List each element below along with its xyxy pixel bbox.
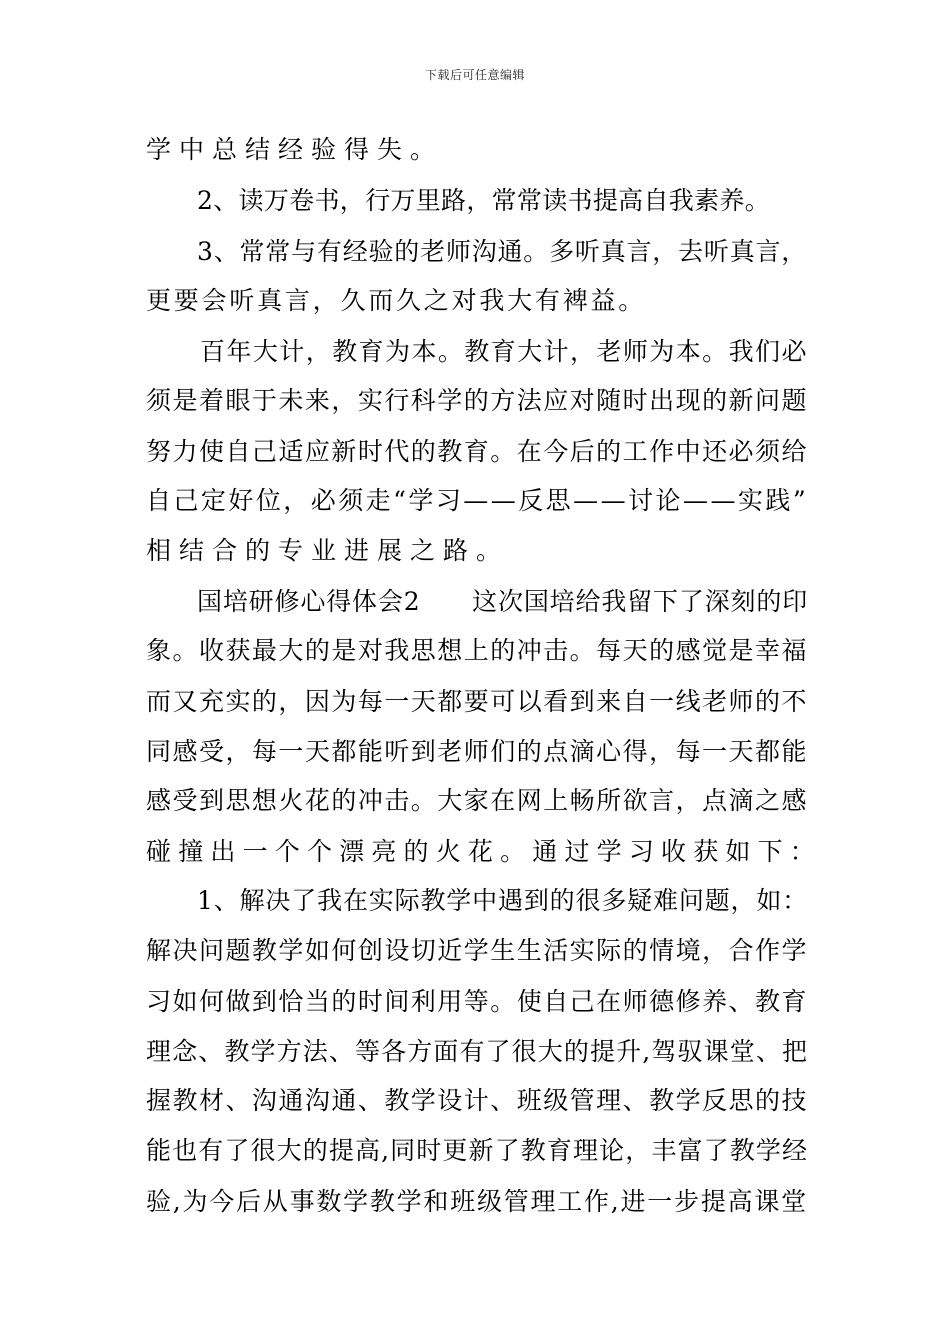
- text-line: 国培研修心得体会2 这次国培给我留下了深刻的印: [197, 587, 809, 616]
- text-line: 象。收获最大的是对我思想上的冲击。每天的感觉是幸福: [146, 636, 809, 665]
- text-line: 更要会听真言，久而久之对我大有裨益。: [146, 286, 647, 315]
- text-line: 同感受，每一天都能听到老师们的点滴心得，每一天都能: [146, 737, 809, 766]
- text-line: 努力使自己适应新时代的教育。在今后的工作中还必须给: [146, 437, 809, 466]
- text-line: 而又充实的，因为每一天都要可以看到来自一线老师的不: [146, 687, 809, 716]
- text-line: 握教材、沟通沟通、教学设计、班级管理、教学反思的技: [146, 1086, 809, 1115]
- text-line: 1、解决了我在实际教学中遇到的很多疑难问题，如：: [197, 886, 809, 915]
- text-line: 解决问题教学如何创设切近学生生活实际的情境，合作学: [146, 936, 809, 965]
- text-line: 理念、教学方法、等各方面有了很大的提升,驾驭课堂、把: [146, 1037, 809, 1066]
- text-line: 百年大计，教育为本。教育大计，老师为本。我们必: [200, 337, 808, 366]
- text-line: 碰撞出一个个漂亮的火花。通过学习收获如下：: [146, 837, 822, 866]
- text-line: 须是着眼于未来，实行科学的方法应对随时出现的新问题: [146, 386, 809, 415]
- text-line: 自己定好位，必须走“学习——反思——讨论——实践”: [146, 486, 809, 515]
- text-line: 学中总结经验得失。: [146, 135, 444, 164]
- page-header: 下载后可任意编辑: [424, 68, 525, 82]
- text-line: 3、常常与有经验的老师沟通。多听真言，去听真言，: [197, 237, 808, 266]
- text-line: 2、读万卷书，行万里路，常常读书提高自我素养。: [197, 186, 771, 215]
- text-line: 验,为今后从事数学教学和班级管理工作,进一步提高课堂: [146, 1187, 808, 1216]
- text-line: 感受到思想火花的冲击。大家在网上畅所欲言，点滴之感: [146, 786, 809, 815]
- text-line: 能也有了很大的提高,同时更新了教育理论，丰富了教学经: [146, 1136, 809, 1165]
- text-line: 习如何做到恰当的时间利用等。使自己在师德修养、教育: [146, 987, 809, 1016]
- text-line: 相结合的专业进展之路。: [146, 536, 510, 565]
